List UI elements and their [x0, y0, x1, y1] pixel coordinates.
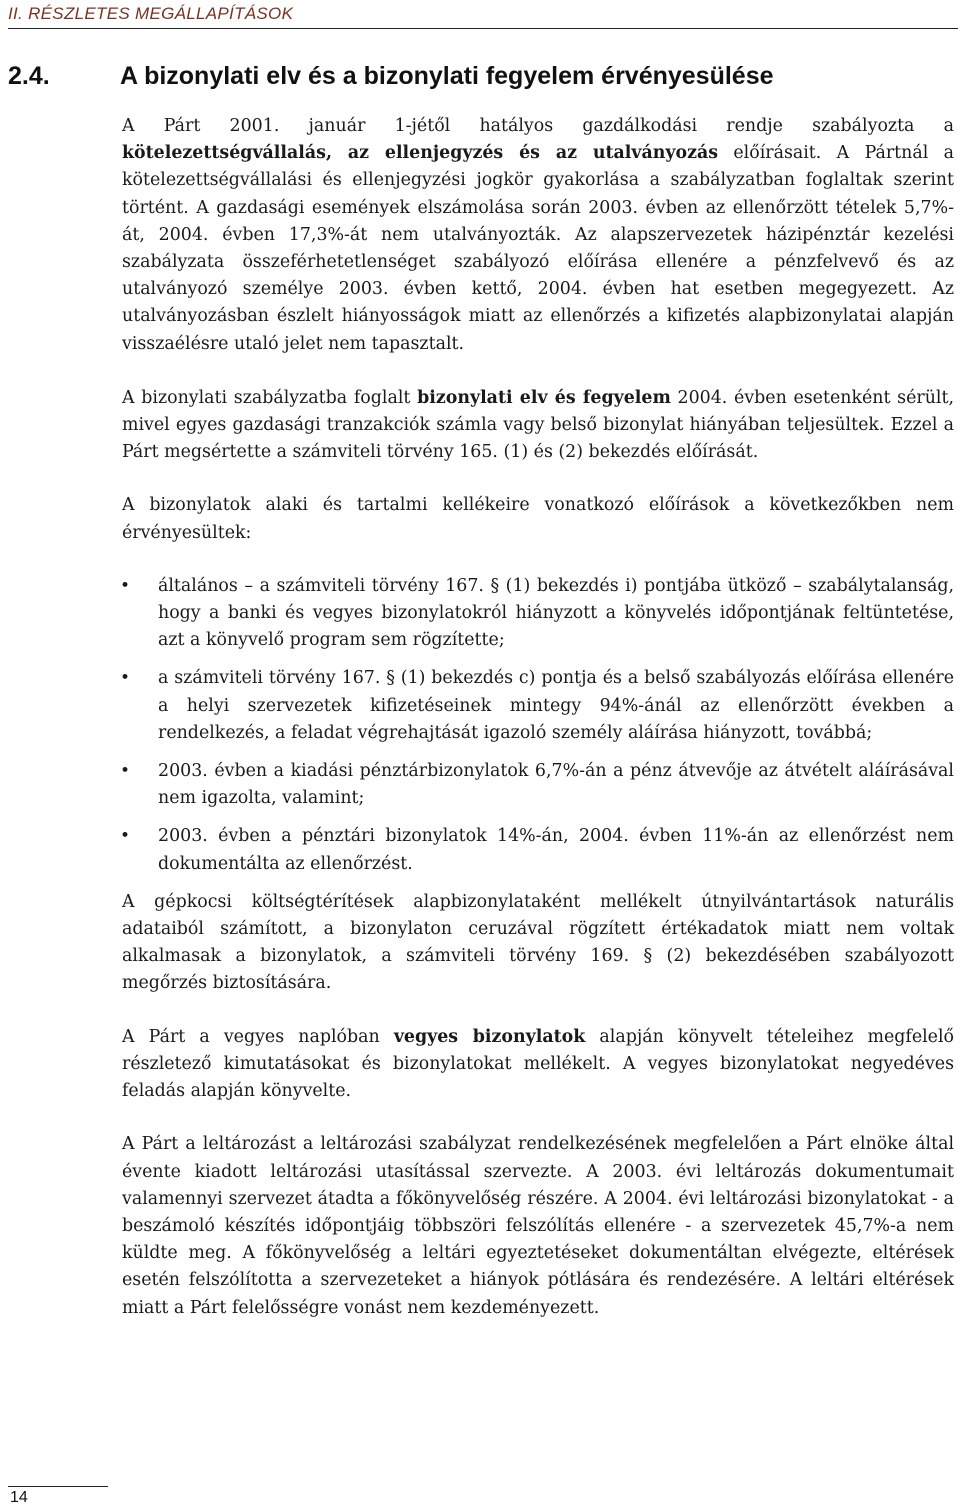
- paragraph-text: alapján könyvelt tételeihez megfelelő részletező kimutatásokat és bizonylatokat mellékelt. A vegyes bizonylatokat negyedéves feladás alapján könyvelte.: [122, 1026, 954, 1102]
- bullet-list: [122, 573, 954, 878]
- running-header: [8, 4, 958, 29]
- list-item-text: általános – a számviteli törvény 167. § (1) bekezdés i) pontjába ütköző – szabálytalanság, hogy a banki és vegyes bizonylatokról hiányzott a könyvelés időpontjának feltüntetése, azt a könyvelő program sem rögzítette;: [158, 575, 954, 651]
- list-item: [122, 823, 954, 877]
- paragraph-mixed-documents: [122, 1024, 954, 1106]
- list-item-text: 2003. évben a pénztári bizonylatok 14%-án, 2004. évben 11%-án az ellenőrzést nem dokumentálta az ellenőrzést.: [158, 826, 954, 874]
- paragraph-authorization: [122, 113, 954, 358]
- list-item-text: 2003. évben a kiadási pénztárbizonylatok 6,7%-án a pénz átvevője az átvételt aláírásával nem igazolta, valamint;: [158, 761, 954, 809]
- chapter-title: II. RÉSZLETES MEGÁLLAPÍTÁSOK: [8, 4, 294, 23]
- paragraph-document-principle: [122, 385, 954, 467]
- section-heading: [8, 62, 774, 91]
- paragraph-car-expenses: A gépkocsi költségtérítések alapbizonylataként mellékelt útnyilvántartások naturális adataiból számított, a bizonylaton ceruzával rögzített értékadatok miatt nem voltak alkalmasak a bizonylatok, a számviteli törvény 169. § (2) bekezdésében szabályozott megőrzés biztosítására.: [122, 891, 954, 994]
- bold-phrase: bizonylati elv és fegyelem: [417, 387, 671, 408]
- paragraph-requirements-intro: A bizonylatok alaki és tartalmi kellékeire vonatkozó előírások a következőkben nem érvényesültek:: [122, 495, 954, 543]
- bullet-icon: •: [120, 761, 131, 782]
- page-number: 14: [10, 1489, 28, 1506]
- bullet-icon: •: [120, 668, 131, 689]
- bold-phrase: vegyes bizonylatok: [393, 1026, 586, 1047]
- paragraph-text: A bizonylati szabályzatba foglalt: [122, 387, 418, 408]
- section-number: 2.4.: [8, 62, 50, 90]
- paragraph-text: 2004. évben esetenként sérült, mivel egyes gazdasági tranzakciók számla vagy belső bizonylat hiányában teljesültek. Ezzel a Párt megsértette a számviteli törvény 165. (1) és (2) bekezdés előírását.: [122, 387, 954, 463]
- list-item: [122, 573, 954, 655]
- footer-divider: [8, 1486, 108, 1487]
- body-content: [122, 113, 954, 1348]
- bullet-icon: •: [120, 575, 131, 596]
- section-title: A bizonylati elv és a bizonylati fegyelem érvényesülése: [120, 62, 774, 90]
- list-item: [122, 758, 954, 812]
- list-item: [122, 665, 954, 747]
- paragraph-text: A Párt 2001. január 1-jétől hatályos gazdálkodási rendje szabályozta a: [122, 116, 954, 136]
- bullet-icon: •: [120, 826, 131, 847]
- paragraph-text: előírásait. A Pártnál a kötelezettségvállalási és ellenjegyzési jogkör gyakorlása a szabályzatban foglaltak szerint történt. A gazdasági események elszámolása során 2003. évben az ellenőrzött tételek 5,7%-át, 2004. évben 17,3%-át nem utalványozták. Az alapszervezetek házipénztár kezelési szabályzata összeférhetetlenséget szabályozó előírása ellenére a pénzfelvevő és az utalványozó személye 2003. évben kettő, 2004. évben hat esetben megegyezett. Az utalványozásban észlelt hiányosságok miatt az ellenőrzés a kifizetés alapbizonylatai alapján visszaélésre utaló jelet nem tapasztalt.: [122, 143, 954, 354]
- list-item-text: a számviteli törvény 167. § (1) bekezdés c) pontja és a belső szabályozás előírása ellenére a helyi szervezetek kifizetéseinek mintegy 94%-ánál az ellenőrzött években a rendelkezés, a feladat végrehajtását igazoló személy aláírása hiányzott, továbbá;: [158, 668, 954, 743]
- bold-phrase: kötelezettségvállalás, az ellenjegyzés és az utalványozás: [122, 143, 719, 164]
- paragraph-inventory: A Párt a leltározást a leltározási szabályzat rendelkezésének megfelelően a Párt elnöke által évente kiadott leltározási utasítással szervezte. A 2003. évi leltározás dokumentumait valamennyi szervezet átadta a főkönyvelőség részére. A 2004. évi leltározási bizonylatokat - a beszámoló készítés időpontjáig többszöri felszólítás ellenére - a szervezetek 45,7%-a nem küldte meg. A főkönyvelőség a leltári egyeztetéseket dokumentáltan elvégezte, eltérések esetén felszólította a szervezeteket a hiányok pótlására és rendezésére. A leltári eltérések miatt a Párt felelősségre vonást nem kezdeményezett.: [122, 1134, 954, 1318]
- paragraph-text: A Párt a vegyes naplóban: [122, 1026, 394, 1047]
